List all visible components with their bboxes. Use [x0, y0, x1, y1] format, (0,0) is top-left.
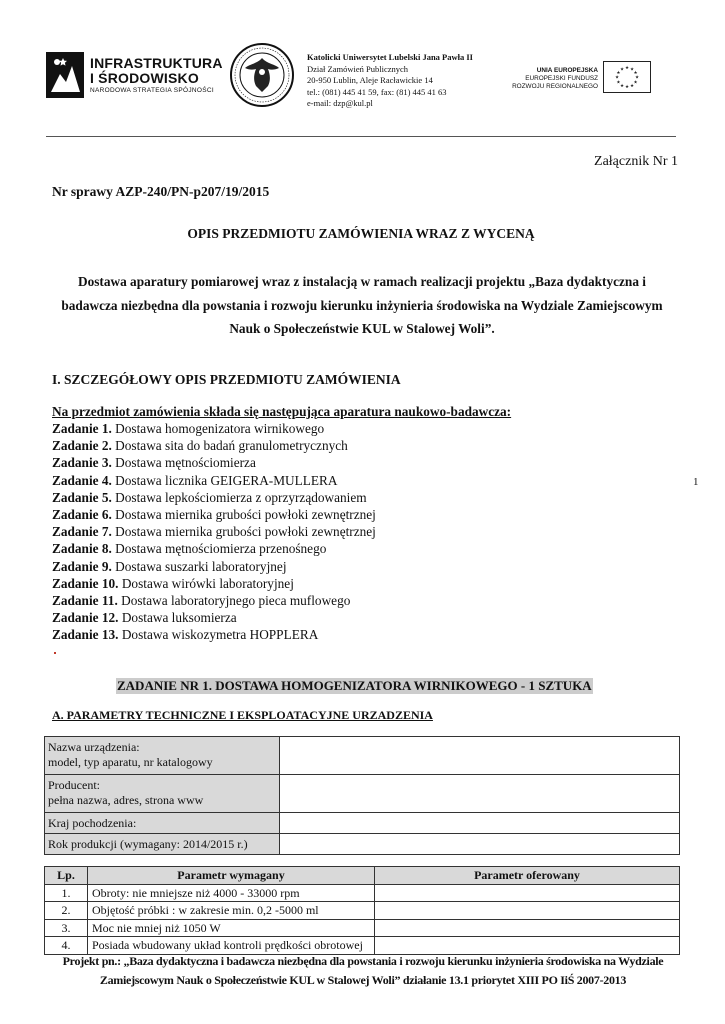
required-parameter: Posiada wbudowany układ kontroli prędkości obrotowej — [88, 937, 375, 955]
row-number: 4. — [45, 937, 88, 955]
infrastruktura-emblem-icon — [46, 52, 84, 98]
task-text: Dostawa laboratoryjnego pieca muflowego — [117, 593, 351, 609]
page-footer — [58, 952, 668, 990]
table-header-row — [45, 867, 680, 885]
list-item — [52, 489, 376, 506]
task-text: Dostawa sita do badań granulometrycznych — [111, 438, 348, 454]
case-number: Nr sprawy AZP-240/PN-p207/19/2015 — [52, 184, 270, 199]
task-label: Zadanie 9. — [52, 558, 112, 574]
required-parameter: Obroty: nie mniejsze niż 4000 - 33000 rpm — [88, 884, 375, 902]
svg-text:★: ★ — [633, 70, 638, 76]
stray-mark — [54, 652, 56, 654]
offered-parameter-cell[interactable] — [375, 884, 680, 902]
task-label: Zadanie 1. — [52, 421, 112, 436]
project-description-line: Dostawa aparatury pomiarowej wraz z instalacją w ramach realizacji projektu „Baza dydaktyczna i — [77, 274, 646, 289]
list-item — [52, 437, 376, 454]
table-row — [45, 834, 680, 855]
task-label: Zadanie 4. — [52, 472, 112, 488]
parameters-table — [44, 866, 680, 955]
offered-parameter-cell[interactable] — [375, 902, 680, 920]
svg-text:★: ★ — [619, 67, 625, 73]
list-item — [52, 540, 376, 557]
university-name: Katolicki Uniwersytet Lubelski Jana Pawła II — [307, 52, 473, 62]
eu-line3: ROZWOJU REGIONALNEGO — [512, 83, 598, 91]
task-text: Dostawa mętnościomierza — [111, 455, 256, 471]
header-divider — [46, 136, 676, 137]
attachment-label: Załącznik Nr 1 — [594, 154, 678, 169]
eu-line2: EUROPEJSKI FUNDUSZ — [525, 75, 598, 83]
table-row — [45, 919, 680, 937]
page-number: 1 — [693, 476, 699, 488]
svg-text:★: ★ — [624, 66, 630, 71]
section-1-heading: I. SZCZEGÓŁOWY OPIS PRZEDMIOTU ZAMÓWIENIA — [52, 372, 401, 387]
eu-line1: UNIA EUROPEJSKA — [536, 67, 598, 74]
task-text: Dostawa mętnościomierza przenośnego — [111, 541, 327, 557]
device-info-table — [44, 736, 680, 855]
task-text: Dostawa wiskozymetra HOPPLERA — [118, 627, 319, 643]
list-item — [52, 454, 376, 471]
svg-text:★: ★ — [614, 75, 620, 81]
task-text: Dostawa miernika grubości powłoki zewnętrznej — [111, 524, 376, 540]
task-text: Dostawa miernika grubości powłoki zewnętrznej — [111, 507, 376, 523]
list-item — [52, 626, 376, 643]
list-item — [52, 609, 376, 626]
university-address: 20-950 Lublin, Aleje Racławickie 14 — [307, 75, 433, 86]
list-item — [52, 420, 376, 437]
eu-fund-text — [498, 67, 598, 92]
project-description — [52, 270, 672, 341]
task-text: Dostawa suszarki laboratoryjnej — [111, 558, 287, 574]
task-text: Dostawa homogenizatora wirnikowego — [111, 421, 325, 436]
intro-text: Na przedmiot zamówienia składa się następująca aparatura naukowo-badawcza: — [52, 404, 512, 419]
task-label: Zadanie 7. — [52, 524, 112, 540]
svg-text:★: ★ — [624, 85, 630, 91]
table-row — [45, 737, 680, 775]
column-header-required: Parametr wymagany — [88, 867, 375, 885]
project-description-line: badawcza niezbędna dla powstania i rozwoju kierunku inżynieria środowiska na Wydziale Zamiejscowym — [61, 297, 663, 313]
footer-line1: Projekt pn.: „Baza dydaktyczna i badawcza niezbędna dla powstania i rozwoju kierunku inżynieria środowiska na Wydziale — [62, 954, 664, 968]
document-title: OPIS PRZEDMIOTU ZAMÓWIENIA WRAZ Z WYCENĄ — [187, 226, 535, 241]
column-header-offered: Parametr oferowany — [375, 867, 680, 885]
university-phone: tel.: (081) 445 41 59, fax: (81) 445 41 63 — [307, 86, 447, 97]
task-text: Dostawa wirówki laboratoryjnej — [118, 575, 294, 591]
producer-label — [45, 775, 280, 813]
column-header-lp: Lp. — [45, 867, 88, 885]
table-row — [45, 902, 680, 920]
list-item — [52, 575, 376, 592]
producer-value[interactable] — [280, 775, 680, 813]
producer-label-line2: pełna nazwa, adres, strona www — [48, 793, 204, 807]
task-list — [52, 420, 376, 644]
infra-subtitle: NARODOWA STRATEGIA SPÓJNOŚCI — [90, 87, 214, 94]
list-item — [52, 592, 376, 609]
task-1-heading: ZADANIE NR 1. DOSTAWA HOMOGENIZATORA WIRNIKOWEGO - 1 SZTUKA — [117, 678, 592, 693]
device-name-label-line1: Nazwa urządzenia: — [48, 740, 140, 754]
task-label: Zadanie 10. — [52, 575, 119, 591]
list-item — [52, 523, 376, 540]
list-item — [52, 506, 376, 523]
svg-text:★: ★ — [629, 67, 635, 73]
svg-text:★: ★ — [634, 75, 640, 81]
svg-text:★: ★ — [616, 80, 621, 86]
row-number: 3. — [45, 919, 88, 937]
device-name-label — [45, 737, 280, 775]
task-label: Zadanie 5. — [52, 489, 112, 505]
row-number: 2. — [45, 902, 88, 920]
task-label: Zadanie 8. — [52, 541, 112, 557]
device-name-label-line2: model, typ aparatu, nr katalogowy — [48, 755, 213, 769]
svg-text:★: ★ — [633, 80, 638, 86]
infra-title-line1: INFRASTRUKTURA — [90, 55, 223, 71]
required-parameter: Moc nie mniej niż 1050 W — [88, 919, 375, 937]
svg-text:★: ★ — [616, 70, 621, 76]
infra-title-line2: I ŚRODOWISKO — [90, 70, 199, 86]
svg-text:★: ★ — [619, 84, 625, 89]
producer-label-line1: Producent: — [48, 778, 100, 792]
production-year-label: Rok produkcji (wymagany: 2014/2015 r.) — [45, 834, 280, 855]
university-email: e-mail: dzp@kul.pl — [307, 98, 373, 109]
university-seal-icon — [229, 42, 295, 108]
required-parameter: Objętość próbki : w zakresie min. 0,2 -5000 ml — [88, 902, 375, 920]
task-label: Zadanie 3. — [52, 455, 112, 471]
task-label: Zadanie 12. — [52, 610, 119, 626]
table-row — [45, 813, 680, 834]
device-name-value[interactable] — [280, 737, 680, 775]
svg-text:★: ★ — [629, 84, 635, 89]
production-year-value[interactable] — [280, 834, 680, 855]
country-value[interactable] — [280, 813, 680, 834]
table-row — [45, 884, 680, 902]
task-label: Zadanie 2. — [52, 438, 112, 454]
task-text: Dostawa licznika GEIGERA-MULLERA — [111, 472, 338, 488]
task-text: Dostawa lepkościomierza z oprzyrządowaniem — [111, 489, 367, 505]
eu-flag-icon — [603, 61, 651, 93]
task-label: Zadanie 13. — [52, 627, 119, 643]
footer-line2: Zamiejscowym Nauk o Społeczeństwie KUL w Stalowej Woli” działanie 13.1 priorytet XIII PO IiŚ 2007-2013 — [99, 973, 627, 987]
row-number: 1. — [45, 884, 88, 902]
list-item — [52, 472, 376, 489]
offered-parameter-cell[interactable] — [375, 919, 680, 937]
task-label: Zadanie 6. — [52, 507, 112, 523]
country-label: Kraj pochodzenia: — [45, 813, 280, 834]
list-item — [52, 558, 376, 575]
task-label: Zadanie 11. — [52, 593, 118, 609]
infrastruktura-logo — [46, 50, 223, 102]
project-description-line: Nauk o Społeczeństwie KUL w Stalowej Woli”. — [229, 321, 495, 336]
university-info — [307, 52, 473, 110]
table-row — [45, 775, 680, 813]
task-text: Dostawa luksomierza — [118, 610, 237, 626]
university-department: Dział Zamówień Publicznych — [307, 63, 409, 74]
section-a-heading: A. PARAMETRY TECHNICZNE I EKSPLOATACYJNE URZADZENIA — [52, 708, 433, 722]
